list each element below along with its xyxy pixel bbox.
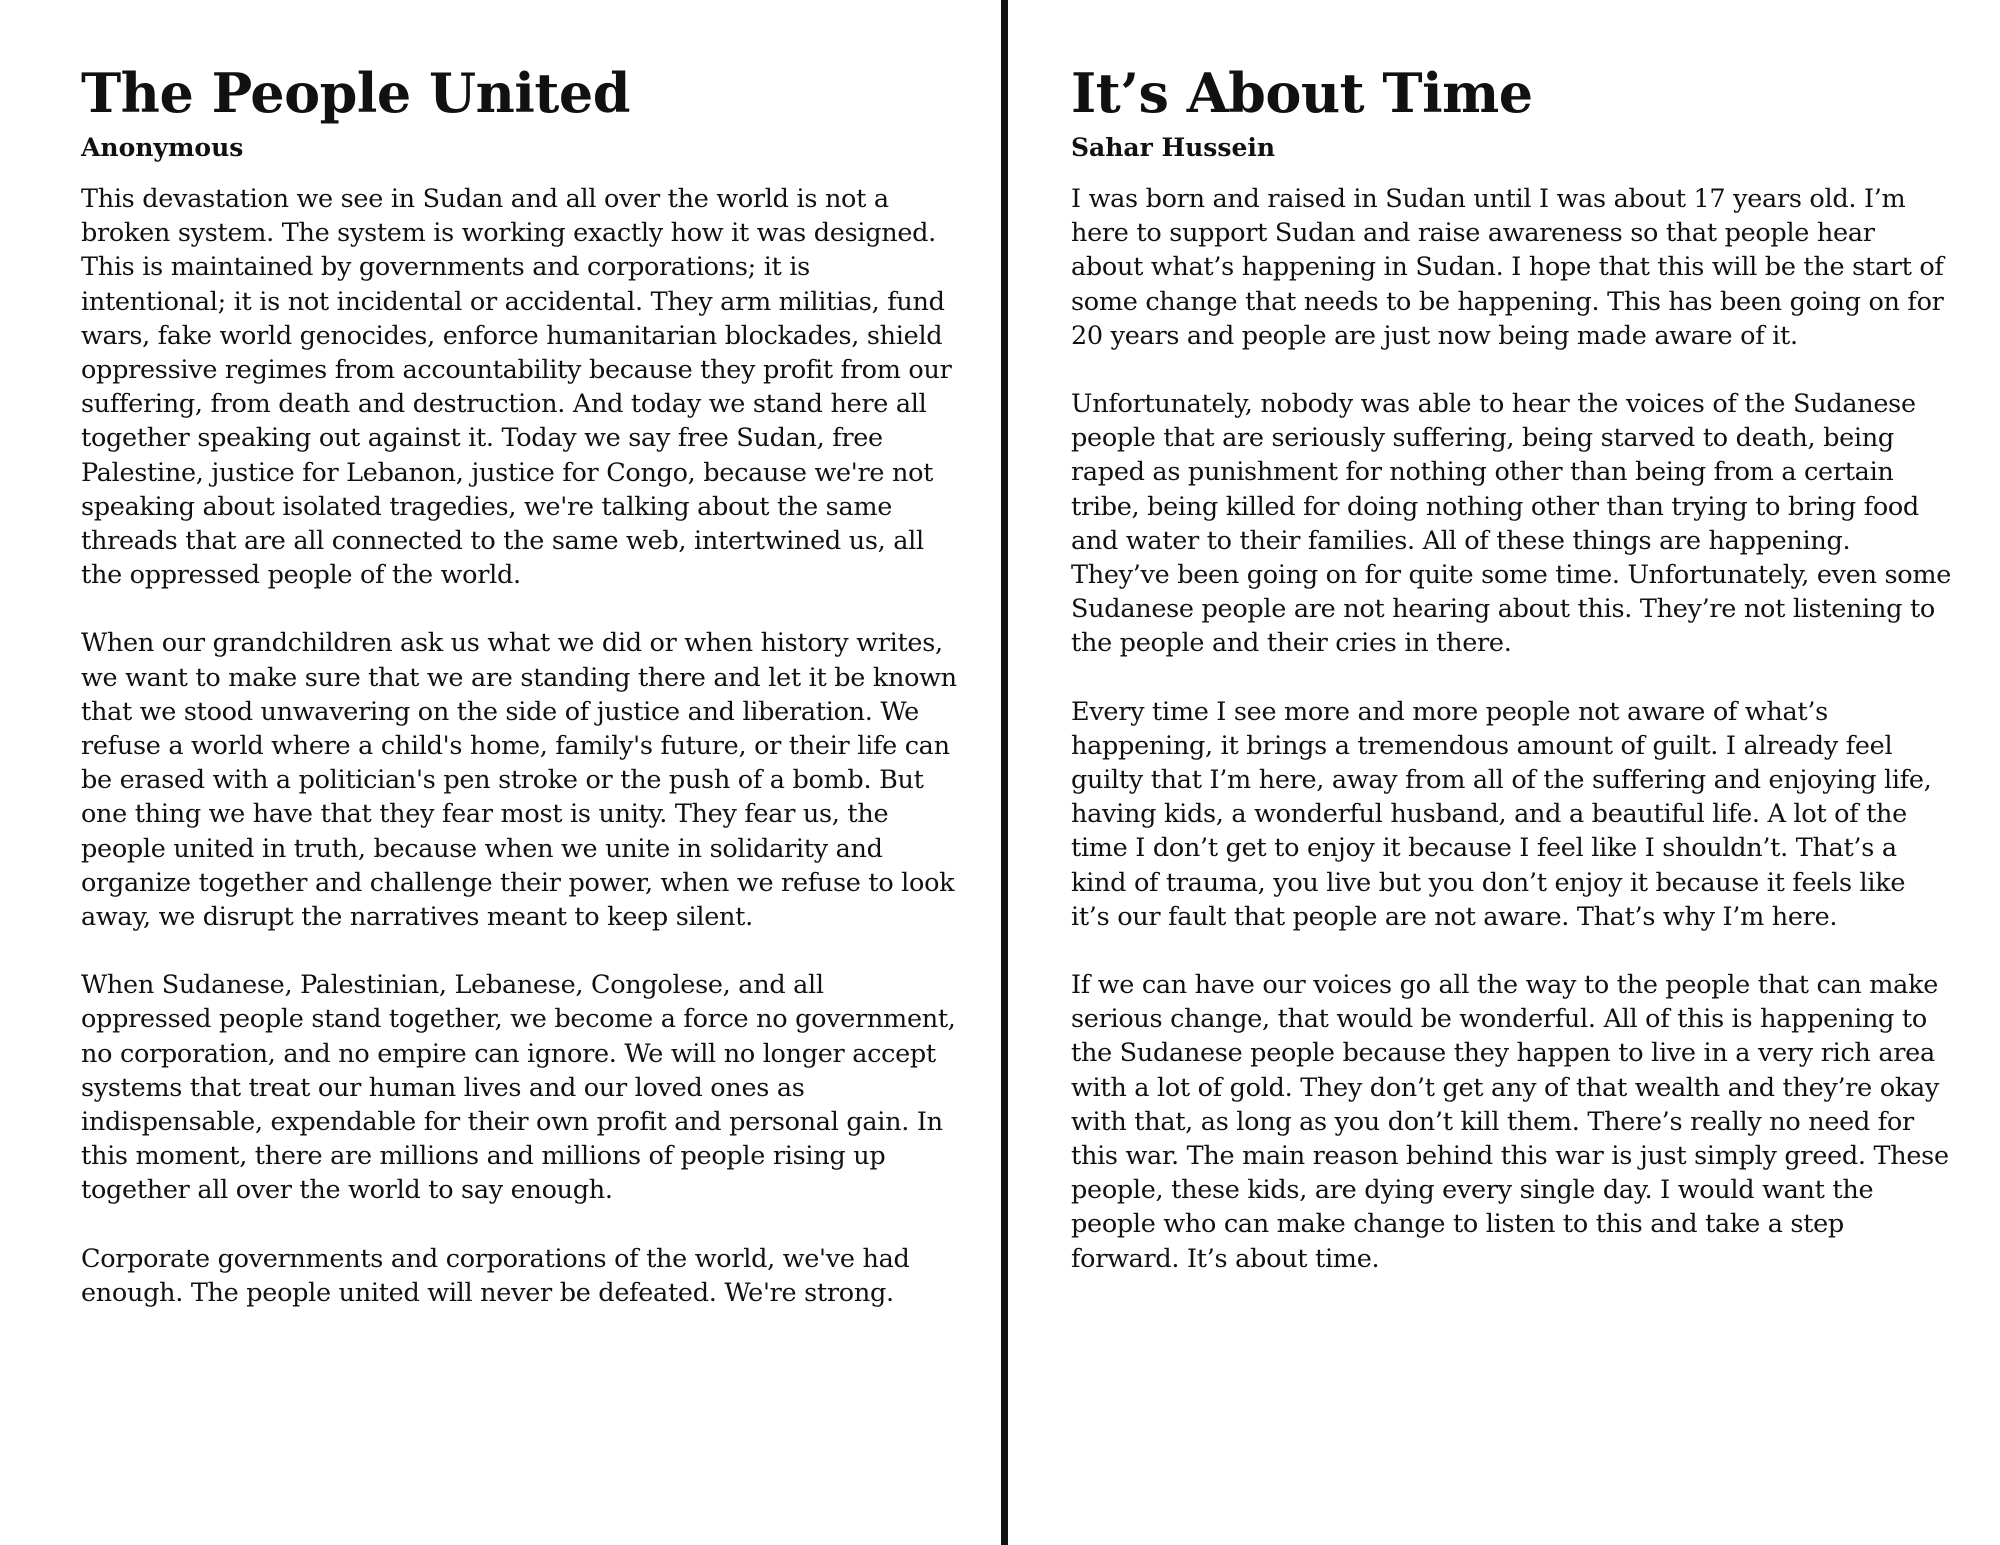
- right-article-paragraph: Unfortunately, nobody was able to hear the voices of the Sudanese people that are seriously suffering, being starved to death, being raped as punishment for nothing other than being from a certain tribe, being killed for doing nothing other than trying to bring food and water to their families. All of these things are happening. They’ve been going on for quite some time. Unfortunately, even some Sudanese people are not hearing about this. They’re not listening to the people and their cries in there.: [1071, 389, 1952, 659]
- right-article-author: Sahar Hussein: [1071, 133, 1276, 162]
- left-article-paragraph: This devastation we see in Sudan and all over the world is not a broken system. The system is working exactly how it was designed. This is maintained by governments and corporations; it is intentional; it is not incidental or accidental. They arm militias, fund wars, fake world genocides, enforce humanitarian blockades, shield oppressive regimes from accountability because they profit from our suffering, from death and destruction. And today we stand here all together speaking out against it. Today we say free Sudan, free Palestine, justice for Lebanon, justice for Congo, because we're not speaking about isolated tragedies, we're talking about the same threads that are all connected to the same web, intertwined us, all the oppressed people of the world.: [81, 184, 952, 591]
- left-article-paragraph: When Sudanese, Palestinian, Lebanese, Congolese, and all oppressed people stand together, we become a force no government, no corporation, and no empire can ignore. We will no longer accept systems that treat our human lives and our loved ones as indispensable, expendable for their own profit and personal gain. In this moment, there are millions and millions of people rising up together all over the world to say enough.: [81, 970, 956, 1206]
- left-article-paragraph: Corporate governments and corporations of the world, we've had enough. The people united will never be defeated. We're strong.: [81, 1243, 910, 1308]
- right-article-paragraph: If we can have our voices go all the way to the people that can make serious change, that would be wonderful. All of this is happening to the Sudanese people because they happen to live in a very rich area with a lot of gold. They don’t get any of that wealth and they’re okay with that, as long as you don’t kill them. There’s really no need for this war. The main reason behind this war is just simply greed. These people, these kids, are dying every single day. I would want the people who can make change to listen to this and take a step forward. It’s about time.: [1071, 970, 1949, 1274]
- right-article: [1071, 56, 1951, 1310]
- column-divider: [1001, 0, 1008, 1545]
- right-article-paragraph: Every time I see more and more people not aware of what’s happening, it brings a tremendous amount of guilt. I already feel guilty that I’m here, away from all of the suffering and enjoying life, having kids, a wonderful husband, and a beautiful life. A lot of the time I don’t get to enjoy it because I feel like I shouldn’t. That’s a kind of trauma, you live but you don’t enjoy it because it feels like it’s our fault that people are not aware. That’s why I’m here.: [1071, 696, 1932, 932]
- left-article-paragraph: When our grandchildren ask us what we did or when history writes, we want to make sure that we are standing there and let it be known that we stood unwavering on the side of justice and liberation. We refuse a world where a child's home, family's future, or their life can be erased with a politician's pen stroke or the push of a bomb. But one thing we have that they fear most is unity. They fear us, the people united in truth, because when we unite in solidarity and organize together and challenge their power, when we refuse to look away, we disrupt the narratives meant to keep silent.: [81, 628, 957, 933]
- left-article-author: Anonymous: [81, 133, 244, 162]
- right-article-paragraph: I was born and raised in Sudan until I was about 17 years old. I’m here to support Sudan and raise awareness so that people hear about what’s happening in Sudan. I hope that this will be the start of some change that needs to be happening. This has been going on for 20 years and people are just now being made aware of it.: [1071, 184, 1944, 351]
- right-article-title: It’s About Time: [1071, 61, 1533, 125]
- left-article-title: The People United: [81, 61, 630, 125]
- left-article: [81, 56, 961, 1344]
